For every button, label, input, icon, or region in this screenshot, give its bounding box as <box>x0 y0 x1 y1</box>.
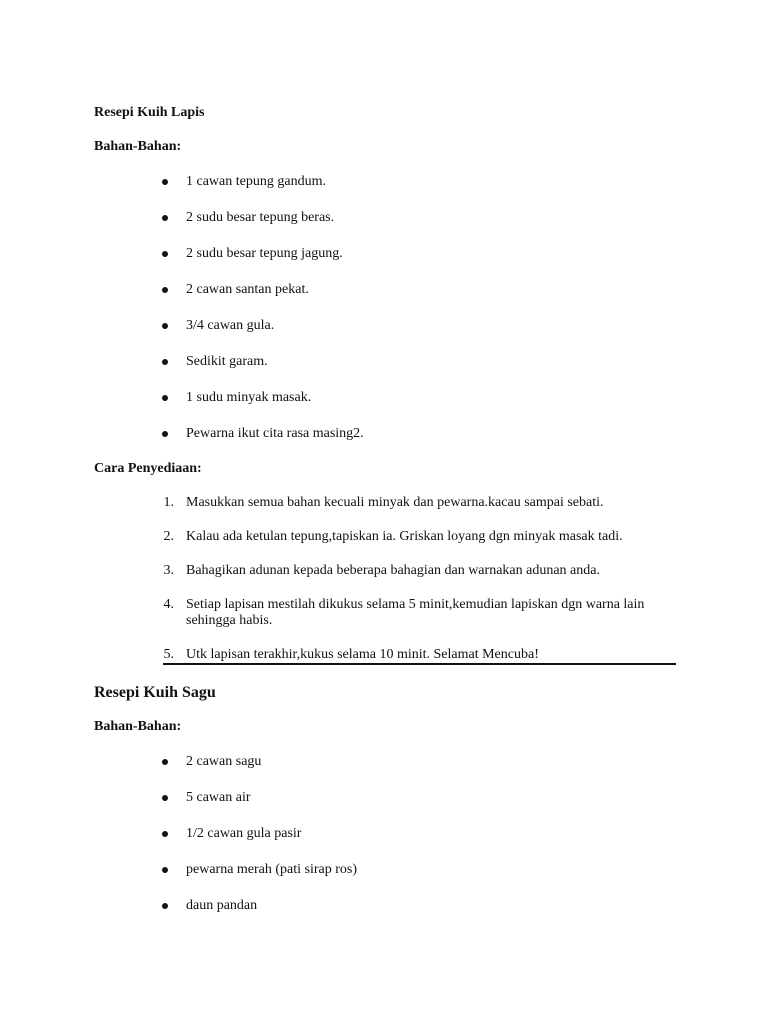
bullet-icon <box>162 795 168 801</box>
bullet-icon <box>162 215 168 221</box>
ingredient-text: 1 cawan tepung gandum. <box>186 174 326 189</box>
step-number: 2. <box>163 529 174 544</box>
step-text: Masukkan semua bahan kecuali minyak dan pewarna.kacau sampai sebati. <box>186 495 604 510</box>
step-number: 4. <box>163 597 174 612</box>
step-number: 5. <box>163 647 174 662</box>
step-text: Setiap lapisan mestilah dikukus selama 5 minit,kemudian lapiskan dgn warna lain sehingga habis. <box>186 597 645 628</box>
ingredients-heading: Bahan-Bahan: <box>94 139 182 154</box>
ingredient-text: 3/4 cawan gula. <box>186 318 275 333</box>
bullet-icon <box>162 359 168 365</box>
ingredient-text: 1/2 cawan gula pasir <box>186 826 302 841</box>
ingredient-text: 2 cawan santan pekat. <box>186 282 309 297</box>
bullet-icon <box>162 903 168 909</box>
step-number: 1. <box>163 495 174 510</box>
bullet-icon <box>162 759 168 765</box>
bullet-icon <box>162 867 168 873</box>
step-text: Bahagikan adunan kepada beberapa bahagian dan warnakan adunan anda. <box>186 563 600 578</box>
steps-heading: Cara Penyediaan: <box>94 461 202 476</box>
ingredient-text: 2 cawan sagu <box>186 754 262 769</box>
ingredient-text: Pewarna ikut cita rasa masing2. <box>186 426 364 441</box>
ingredient-text: 5 cawan air <box>186 790 251 805</box>
bullet-icon <box>162 431 168 437</box>
bullet-icon <box>162 287 168 293</box>
ingredient-text: Sedikit garam. <box>186 354 268 369</box>
step-number: 3. <box>163 563 174 578</box>
section-divider <box>163 663 676 665</box>
recipe-title: Resepi Kuih Sagu <box>94 684 216 701</box>
step-text: Utk lapisan terakhir,kukus selama 10 minit. Selamat Mencuba! <box>186 647 539 662</box>
bullet-icon <box>162 395 168 401</box>
step-text: Kalau ada ketulan tepung,tapiskan ia. Griskan loyang dgn minyak masak tadi. <box>186 529 623 544</box>
bullet-icon <box>162 179 168 185</box>
bullet-icon <box>162 323 168 329</box>
ingredient-text: daun pandan <box>186 898 258 913</box>
ingredient-text: 2 sudu besar tepung jagung. <box>186 246 343 261</box>
bullet-icon <box>162 831 168 837</box>
ingredient-text: 2 sudu besar tepung beras. <box>186 210 335 225</box>
ingredient-text: 1 sudu minyak masak. <box>186 390 312 405</box>
recipe-title: Resepi Kuih Lapis <box>94 105 205 120</box>
bullet-icon <box>162 251 168 257</box>
ingredient-text: pewarna merah (pati sirap ros) <box>186 862 358 877</box>
ingredients-heading: Bahan-Bahan: <box>94 719 182 734</box>
